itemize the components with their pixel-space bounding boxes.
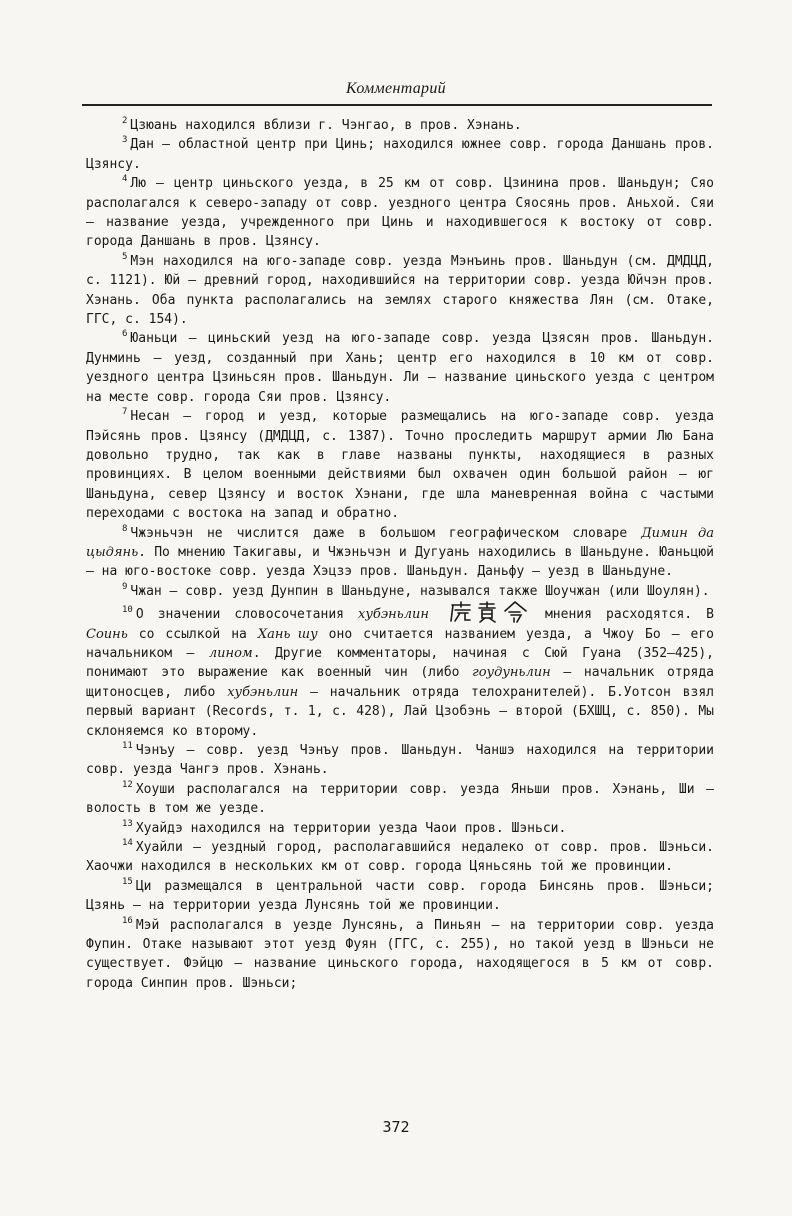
note-number: 14: [122, 838, 133, 849]
note-number: 8: [122, 523, 128, 534]
note-13: [86, 819, 714, 838]
note-2: [86, 116, 714, 135]
note-number: 16: [122, 915, 133, 926]
note-number: 15: [122, 876, 133, 887]
note-text: . По мнению Такигавы, и Чжэньчэн и Дугуань находились в Шаньдуне. Юаньцюй — на юго-востоке совр. уезда Хэцзэ пров. Шаньдун. Даньфу — уезд в Шаньдуне.: [86, 544, 714, 580]
note-text: оно считается названием уезда, а Чжоу Бо — его начальником —: [86, 626, 715, 661]
note-italic-term: Соинь: [86, 626, 128, 642]
note-16: [86, 916, 714, 994]
running-head: Комментарий: [346, 80, 446, 97]
note-italic-term: лином: [208, 645, 253, 661]
note-number: 12: [122, 779, 133, 790]
note-text: со ссылкой на: [127, 626, 258, 642]
header-rule: [82, 104, 712, 106]
note-3: [86, 135, 714, 174]
note-text: Юаньци — циньский уезд на юго-западе совр. уезда Цзясян пров. Шаньдун. Дунминь — уезд, созданный при Хань; центр его находился в 10 км от совр. уездного центра Цзиньсян пров. Шаньдун. Ли — название циньского уезда с центром на месте совр. города Сяи пров. Цзянсу.: [86, 331, 714, 405]
note-italic-term: Димин да цыдянь: [86, 525, 714, 560]
note-4: [86, 174, 714, 252]
note-text: Хуайдэ находился на территории уезда Чаои пров. Шэньси.: [135, 820, 567, 836]
note-6: [86, 329, 714, 407]
note-text: Чэнъу — совр. уезд Чэнъу пров. Шаньдун. Чаншэ находился на территории совр. уезда Чангэ пров. Хэнань.: [86, 743, 714, 778]
note-number: 6: [122, 329, 128, 340]
note-number: 3: [122, 135, 128, 146]
note-text: . Другие комментаторы, начиная с Сюй Гуана (352—425), понимают это выражение как военный чин (либо: [86, 645, 714, 681]
note-text: мнения расходятся. В: [544, 607, 714, 623]
note-text: Мэн находился на юго-западе совр. уезда Мэнъинь пров. Шаньдун (см. ДМДЦД, с. 1121). Юй — древний город, находившийся на территории совр. уезда Юйчэн пров. Хэнань. Оба пункта располагались на землях старого княжества Лян (см. Отаке, ГГС, с. 154).: [86, 253, 714, 328]
note-text: Чжэньчэн не числится даже в большом географическом словаре: [130, 525, 642, 541]
note-text: Несан — город и уезд, которые размещались на юго-западе совр. уезда Пэйсянь пров. Цзянсу (ДМДЦД, с. 1387). Точно проследить маршрут армии Лю Бана довольно трудно, так как в главе названы пункты, находящиеся в разных провинциях. В целом военными действиями был охвачен один большой район — юг Шаньдуна, север Цзянсу и восток Хэнани, где шла маневренная война с частыми переходами с востока на запад и обратно.: [86, 409, 714, 522]
note-italic-term: хубэньлин: [358, 607, 429, 623]
note-7: [86, 407, 714, 523]
note-text: Мэй располагался в уезде Лунсянь, а Пиньян — на территории совр. уезда Фупин. Отаке называют этот уезд Фуян (ГГС, с. 255), но такой уезд в Шэньси не существует. Фэйцю — название циньского города, находящегося в 5 км от совр. города Синпин пров. Шэньси;: [86, 917, 714, 991]
note-8: [86, 524, 714, 582]
note-text: Цзюань находился вблизи г. Чэнгао, в пров. Хэнань.: [130, 118, 522, 133]
note-14: [86, 838, 714, 877]
note-10: [86, 601, 714, 741]
note-12: [86, 780, 714, 819]
hubenling-characters-icon: [449, 601, 529, 623]
note-number: 13: [122, 818, 133, 829]
note-text: Лю — центр циньского уезда, в 25 км от совр. Цзинина пров. Шаньдун; Сяо располагался к северо-западу от совр. уездного центра Сяосянь пров. Аньхой. Сяи — название уезда, учрежденного при Цинь и находившегося к востоку от совр. города Даншань в пров. Цзянсу.: [86, 176, 714, 250]
note-text: — начальник отряда щитоносцев, либо: [86, 665, 714, 700]
note-number: 10: [122, 605, 133, 616]
notes-body: [86, 116, 714, 993]
note-number: 2: [122, 116, 128, 126]
note-11: [86, 741, 714, 780]
note-text: Хуайли — уездный город, располагавшийся недалеко от совр. пров. Шэньси. Хаочжи находился в нескольких км от совр. города Цяньсянь той же провинции.: [86, 840, 714, 875]
note-italic-term: гоудуньлин: [472, 665, 551, 681]
page-number: 372: [382, 1118, 410, 1136]
note-text: Чжан — совр. уезд Дунпин в Шаньдуне, назывался также Шоучжан (или Шоулян).: [130, 583, 710, 599]
note-italic-term: Хань шу: [257, 626, 318, 642]
note-9: [86, 582, 714, 601]
note-number: 11: [122, 741, 133, 751]
note-number: 9: [122, 581, 128, 592]
note-number: 4: [122, 174, 128, 185]
note-15: [86, 877, 714, 916]
note-5: [86, 252, 714, 330]
note-text: — начальник отряда телохранителей). Б.Уотсон взял первый вариант (Records, т. 1, с. 428), Лай Цзобэнь — второй (БХШЦ, с. 850). Мы склоняемся ко второму.: [86, 684, 714, 739]
note-number: 7: [122, 407, 128, 418]
note-text: Дан — областной центр при Цинь; находился южнее совр. города Даншань пров. Цзянсу.: [86, 137, 714, 172]
note-text: О значении словосочетания: [135, 607, 359, 623]
note-number: 5: [122, 251, 128, 262]
note-text: Хоуши располагался на территории совр. уезда Яньши пров. Хэнань, Ши — волость в том же уезде.: [86, 781, 714, 817]
note-italic-term: хубэньлин: [227, 684, 299, 700]
note-text: Ци размещался в центральной части совр. города Бинсянь пров. Шэньси; Цзянь — на территории уезда Лунсянь той же провинции.: [86, 878, 714, 914]
